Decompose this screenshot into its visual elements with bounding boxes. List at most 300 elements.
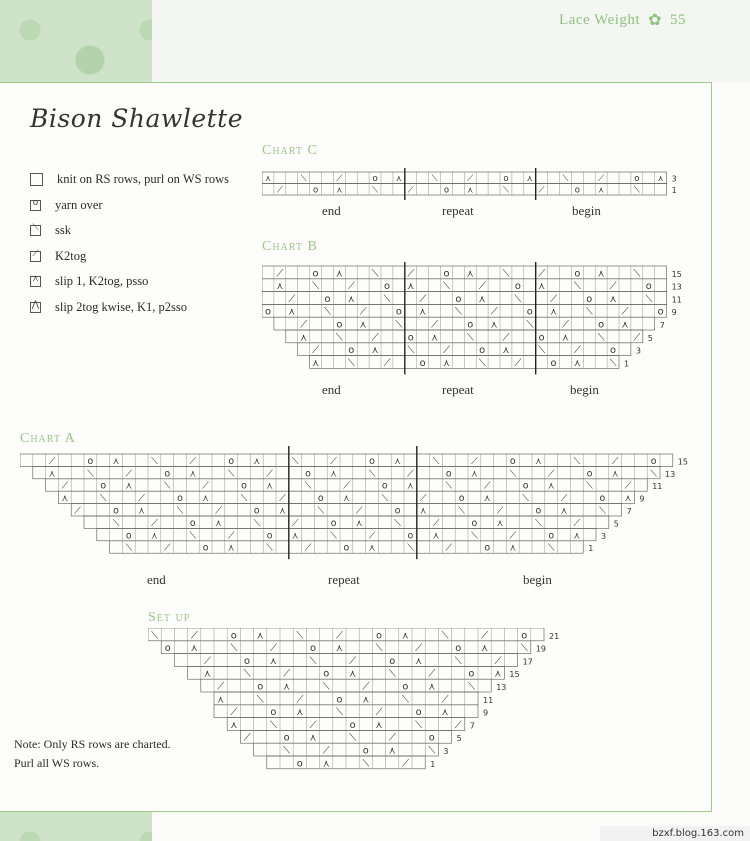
stitch-symbol: o	[479, 345, 486, 357]
stitch-symbol: ⟍	[375, 643, 383, 655]
stitch-symbol: ⟍	[538, 345, 546, 357]
sk2p-icon: ⋏	[30, 276, 41, 287]
stitch-symbol: ⟋	[336, 174, 343, 184]
chart-b-title: Chart B	[262, 239, 318, 254]
stitch-symbol: ⟍	[372, 185, 379, 196]
stitch-symbol: o	[241, 480, 247, 492]
row-number: 11	[671, 295, 682, 305]
stitch-symbol: ⋏	[560, 505, 568, 517]
stitch-symbol: ⋏	[401, 630, 409, 642]
symbol-legend	[30, 167, 229, 320]
stitch-symbol: ⟍	[466, 332, 474, 344]
stitch-symbol: ⟋	[547, 468, 555, 480]
stitch-symbol: ⟍	[330, 530, 337, 542]
stitch-symbol: ⟍	[467, 681, 475, 693]
stitch-symbol: ⟍	[296, 630, 304, 642]
stitch-symbol: o	[645, 281, 652, 293]
stitch-symbol: o	[394, 505, 401, 517]
stitch-symbol: o	[383, 281, 390, 293]
stitch-symbol: ⟍	[633, 185, 640, 196]
watermark: bzxf.blog.163.com	[600, 826, 750, 841]
stitch-symbol: ⟋	[407, 268, 415, 280]
chart-a-repeat-label: repeat	[328, 572, 360, 587]
stitch-symbol: o	[535, 505, 542, 517]
stitch-symbol: ⟋	[621, 306, 629, 318]
stitch-symbol: o	[548, 530, 555, 542]
stitch-symbol: ⟍	[368, 468, 376, 480]
stitch-symbol: o	[164, 468, 171, 480]
stitch-symbol: o	[650, 455, 657, 467]
stitch-symbol: ⟋	[296, 694, 304, 706]
stitch-symbol: o	[395, 306, 402, 318]
stitch-symbol: ⟋	[276, 185, 283, 196]
stitch-symbol: ⋏	[322, 758, 330, 770]
stitch-symbol: o	[305, 468, 311, 480]
stitch-symbol: o	[468, 668, 475, 680]
stitch-symbol: o	[87, 455, 94, 467]
s2kp-icon: ⋀	[30, 302, 41, 313]
chart-c-end-label: end	[322, 203, 341, 218]
stitch-symbol: ⟍	[535, 517, 542, 529]
row-number: 9	[639, 494, 645, 504]
chart-c-title: Chart C	[262, 143, 318, 158]
chart-a-grid	[20, 446, 710, 576]
stitch-symbol: ⟍	[428, 745, 436, 757]
stitch-symbol: ⟍	[599, 505, 606, 517]
stitch-symbol: o	[312, 185, 319, 196]
stitch-symbol: ⟍	[362, 758, 370, 770]
row-number: 11	[483, 695, 494, 705]
stitch-symbol: o	[471, 517, 478, 529]
stitch-symbol: ⋏	[502, 345, 510, 357]
stitch-symbol: ⟋	[483, 480, 491, 492]
stitch-symbol: ⋏	[112, 455, 120, 467]
stitch-symbol: ⟍	[395, 319, 403, 331]
stitch-symbol: o	[503, 174, 509, 184]
row-number: 3	[601, 531, 607, 541]
stitch-symbol: ⟍	[256, 694, 264, 706]
stitch-symbol: ⋏	[375, 719, 383, 731]
stitch-symbol: ⋏	[609, 293, 617, 305]
stitch-symbol: ⟋	[375, 707, 383, 719]
stitch-symbol: o	[521, 630, 528, 642]
stitch-symbol: o	[455, 643, 462, 655]
stitch-symbol: ⟍	[381, 493, 389, 505]
row-number: 5	[613, 519, 619, 529]
legend-item	[30, 167, 229, 193]
stitch-symbol: ⟍	[609, 357, 617, 369]
stitch-symbol: ⟍	[520, 643, 528, 655]
legend-label: K2tog	[55, 248, 87, 263]
stitch-symbol: o	[445, 468, 452, 480]
stitch-symbol: o	[599, 493, 606, 505]
stitch-symbol: ⋏	[407, 281, 415, 293]
stitch-symbol: ⋏	[230, 719, 238, 731]
stitch-symbol: o	[509, 455, 516, 467]
stitch-symbol: ⋏	[61, 493, 69, 505]
stitch-symbol: ⟍	[240, 493, 248, 505]
stitch-symbol: ⋏	[330, 468, 338, 480]
stitch-symbol: ⋏	[394, 455, 402, 467]
stitch-symbol: o	[312, 268, 319, 280]
stitch-symbol: o	[336, 694, 343, 706]
stitch-symbol: ⟍	[176, 505, 184, 517]
stitch-symbol: ⋏	[203, 668, 211, 680]
stitch-symbol: ⟋	[401, 758, 409, 770]
stitch-symbol: ⋏	[288, 306, 296, 318]
stitch-symbol: ⋏	[264, 174, 272, 184]
stitch-symbol: ⟍	[312, 281, 319, 293]
stitch-symbol: ⟍	[283, 745, 291, 757]
stitch-symbol: ⟋	[371, 332, 379, 344]
stitch-symbol: o	[230, 630, 237, 642]
stitch-symbol: ⟋	[388, 732, 396, 744]
stitch-symbol: ⟍	[562, 174, 569, 184]
stitch-symbol: ⟋	[538, 268, 546, 280]
row-number: 7	[469, 721, 475, 731]
stitch-symbol: ⋏	[547, 480, 555, 492]
stitch-symbol: ⟋	[202, 480, 209, 492]
stitch-symbol: o	[610, 345, 617, 357]
stitch-symbol: ⟍	[335, 707, 343, 719]
stitch-symbol: ⋏	[624, 493, 632, 505]
page-number: 55	[670, 11, 686, 28]
stitch-symbol: o	[598, 319, 605, 331]
stitch-symbol: o	[177, 493, 183, 505]
stitch-symbol: ⟋	[490, 306, 498, 318]
stitch-symbol: ⟍	[291, 455, 299, 467]
stitch-symbol: ⟋	[368, 530, 376, 542]
stitch-symbol: ⋏	[371, 345, 379, 357]
stitch-symbol: ⟍	[471, 530, 478, 542]
stitch-symbol: ⋏	[283, 681, 291, 693]
stitch-symbol: o	[266, 530, 273, 542]
stitch-symbol: ⟍	[394, 517, 401, 529]
stitch-symbol: ⋏	[300, 332, 308, 344]
stitch-symbol: ⟋	[514, 357, 522, 369]
stitch-symbol: ⋏	[388, 745, 396, 757]
stitch-symbol: o	[443, 268, 450, 280]
stitch-symbol: ⟍	[502, 185, 509, 196]
stitch-symbol: ⟋	[61, 480, 69, 492]
row-number: 9	[671, 308, 677, 318]
chart-a-end-label: end	[147, 572, 166, 587]
note-line: Note: Only RS rows are charted.	[14, 737, 171, 751]
stitch-symbol: ⋏	[311, 357, 320, 369]
legend-label: slip 2tog kwise, K1, p2sso	[55, 299, 187, 314]
stitch-symbol: ⟋	[355, 505, 363, 517]
stitch-symbol: ⟍	[458, 505, 465, 517]
stitch-symbol: ⟋	[431, 319, 438, 331]
stitch-symbol: o	[574, 185, 580, 196]
stitch-symbol: ⟍	[478, 357, 486, 369]
stitch-symbol: ⋏	[466, 268, 474, 280]
stitch-symbol: o	[389, 655, 396, 667]
corner-decoration-bottom	[0, 812, 152, 841]
stitch-symbol: ⋏	[189, 468, 197, 480]
stitch-symbol: ⟋	[190, 630, 198, 642]
stitch-symbol: ⟍	[585, 306, 593, 318]
legend-item	[30, 269, 229, 295]
stitch-symbol: ⋏	[150, 530, 158, 542]
stitch-symbol: o	[113, 505, 119, 517]
stitch-symbol: ⋏	[347, 293, 355, 305]
row-number: 15	[677, 457, 688, 467]
stitch-symbol: ⟍	[522, 493, 529, 505]
stitch-symbol: o	[538, 332, 545, 344]
row-number: 9	[483, 708, 489, 718]
stitch-symbol: o	[349, 719, 356, 731]
stitch-symbol: ⟍	[573, 281, 581, 293]
row-number: 13	[496, 683, 507, 692]
stitch-symbol: ⋏	[48, 468, 56, 480]
chart-row	[97, 528, 596, 540]
stitch-symbol: o	[283, 732, 290, 744]
stitch-symbol: ⟍	[415, 719, 423, 731]
row-number: 3	[671, 174, 677, 184]
legend-label: yarn over	[55, 197, 103, 212]
stitch-symbol: ⟍	[454, 655, 462, 667]
stitch-symbol: ⋏	[342, 493, 350, 505]
stitch-symbol: o	[514, 281, 521, 293]
stitch-symbol: o	[522, 480, 529, 492]
stitch-symbol: ⋏	[534, 455, 542, 467]
stitch-symbol: o	[369, 455, 375, 467]
stitch-symbol: ⟋	[573, 345, 581, 357]
yarn-over-icon: o	[30, 200, 41, 211]
stitch-symbol: ⟋	[633, 332, 641, 344]
stitch-symbol: ⟋	[279, 493, 286, 505]
stitch-symbol: ⟋	[125, 468, 133, 480]
pattern-title: Bison Shawlette	[30, 104, 244, 133]
legend-label: slip 1, K2tog, psso	[55, 274, 149, 289]
stitch-symbol: ⟋	[48, 455, 56, 467]
stitch-symbol: o	[586, 468, 593, 480]
row-number: 5	[647, 333, 653, 343]
row-number: 3	[635, 346, 641, 356]
stitch-symbol: o	[336, 319, 343, 331]
stitch-symbol: ⟍	[151, 630, 159, 642]
stitch-symbol: ⋏	[214, 517, 222, 529]
stitch-symbol: ⟍	[407, 542, 414, 554]
chart-b-end-label: end	[322, 382, 341, 397]
stitch-symbol: ⋏	[657, 174, 664, 184]
stitch-symbol: ⟍	[431, 174, 438, 184]
stitch-symbol: ⋏	[483, 493, 491, 505]
stitch-symbol: ⋏	[335, 643, 343, 655]
stitch-symbol: ⟋	[419, 493, 427, 505]
stitch-symbol: o	[634, 174, 640, 184]
stitch-symbol: ⟍	[645, 293, 653, 305]
stitch-symbol: ⟋	[349, 655, 357, 667]
stitch-symbol: ⟋	[428, 668, 436, 680]
k2tog-icon: ⟋	[30, 251, 41, 262]
stitch-symbol: ⟍	[347, 357, 355, 369]
chart-c-grid	[262, 168, 702, 200]
stitch-symbol: ⟋	[203, 655, 211, 667]
stitch-symbol: ⟋	[481, 630, 489, 642]
stitch-symbol: ⋏	[419, 306, 427, 318]
stitch-symbol: ⋏	[509, 542, 517, 554]
section-title: Lace Weight	[559, 11, 641, 28]
stitch-symbol: o	[484, 542, 491, 554]
stitch-symbol: ⟋	[151, 517, 158, 529]
chart-b-begin-label: begin	[570, 382, 599, 397]
stitch-symbol: ⟍	[317, 505, 325, 517]
stitch-symbol: ⟍	[445, 480, 453, 492]
row-number: 15	[509, 670, 520, 680]
stitch-symbol: ⋏	[190, 643, 198, 655]
flower-icon: ✿	[648, 12, 662, 29]
stitch-symbol: ⟍	[125, 542, 133, 554]
chart-note	[14, 735, 171, 773]
stitch-symbol: ⋏	[549, 306, 558, 318]
stitch-symbol: o	[100, 480, 107, 492]
stitch-symbol: o	[550, 357, 557, 369]
stitch-symbol: ⟋	[443, 345, 450, 357]
stitch-symbol: ⋏	[419, 505, 427, 517]
running-header	[559, 10, 686, 30]
stitch-symbol: ⋏	[415, 655, 423, 667]
row-number: 7	[626, 507, 632, 516]
stitch-symbol: o	[317, 493, 324, 505]
stitch-symbol: ⟍	[371, 268, 379, 280]
stitch-symbol: ⟍	[650, 468, 657, 480]
stitch-symbol: ⋏	[269, 655, 277, 667]
stitch-symbol: o	[458, 493, 465, 505]
stitch-symbol: ⟋	[362, 681, 370, 693]
stitch-symbol: ⟋	[415, 643, 423, 655]
stitch-symbol: ⋏	[368, 542, 376, 554]
stitch-symbol: ⟍	[266, 542, 273, 554]
row-number: 21	[549, 631, 560, 641]
stitch-symbol: ⋏	[278, 505, 286, 517]
stitch-symbol: o	[443, 185, 450, 196]
stitch-symbol: ⟋	[407, 468, 414, 480]
stitch-symbol: ⟍	[509, 468, 517, 480]
stitch-symbol: ⟋	[217, 681, 225, 693]
stitch-symbol: ⋏	[276, 281, 284, 293]
stitch-symbol: ⋏	[362, 694, 370, 706]
stitch-symbol: ⟋	[288, 293, 296, 305]
row-number: 1	[671, 186, 677, 195]
chart-b-repeat-label: repeat	[442, 382, 474, 397]
stitch-symbol: ⟋	[471, 455, 478, 467]
stitch-symbol: ⋏	[441, 707, 449, 719]
stitch-symbol: ⟍	[151, 455, 158, 467]
stitch-symbol: ⟍	[230, 643, 238, 655]
stitch-symbol: ⋏	[253, 455, 261, 467]
stitch-symbol: ⋏	[481, 643, 489, 655]
stitch-symbol: ⟋	[227, 530, 235, 542]
stitch-symbol: o	[244, 655, 250, 667]
stitch-symbol: ⟋	[163, 542, 171, 554]
stitch-symbol: o	[323, 668, 330, 680]
stitch-symbol: ⟍	[586, 480, 593, 492]
stitch-symbol: ⟋	[494, 655, 502, 667]
stitch-symbol: ⟍	[163, 480, 171, 492]
stitch-symbol: ⟋	[550, 293, 557, 305]
stitch-symbol: ⟍	[454, 306, 462, 318]
stitch-symbol: o	[574, 268, 581, 280]
legend-label: ssk	[55, 223, 71, 238]
stitch-symbol: ⟍	[253, 517, 261, 529]
stitch-symbol: ⟋	[322, 745, 330, 757]
stitch-symbol: ⟋	[432, 517, 440, 529]
row-number: 3	[443, 747, 449, 756]
stitch-symbol: ⟍	[112, 517, 120, 529]
stitch-symbol: ⟍	[526, 319, 534, 331]
stitch-symbol: ⋏	[217, 694, 225, 706]
legend-item	[30, 193, 229, 219]
stitch-symbol: ⟋	[359, 306, 367, 318]
stitch-symbol: ⋏	[597, 268, 605, 280]
row-number: 13	[671, 282, 682, 292]
note-line: Purl all WS rows.	[14, 756, 100, 770]
stitch-symbol: ⟋	[560, 493, 568, 505]
stitch-symbol: ⟍	[502, 268, 510, 280]
stitch-symbol: ⋏	[355, 517, 363, 529]
stitch-symbol: ⟋	[300, 319, 308, 331]
row-number: 17	[522, 657, 533, 667]
setup-chart-grid	[148, 628, 578, 773]
stitch-symbol: ⋏	[428, 681, 436, 693]
stitch-symbol: o	[657, 306, 664, 318]
stitch-symbol: ⋏	[430, 332, 439, 344]
chart-c-repeat-label: repeat	[442, 203, 474, 218]
chart-a-title: Chart A	[20, 431, 76, 446]
knit-symbol-icon	[30, 173, 43, 186]
stitch-symbol: ⟋	[215, 505, 222, 517]
stitch-symbol: ⋏	[349, 668, 357, 680]
stitch-symbol: ⟍	[189, 530, 197, 542]
stitch-symbol: ⋏	[335, 268, 343, 280]
row-number: 13	[665, 469, 676, 479]
stitch-symbol: o	[419, 357, 426, 369]
stitch-symbol: ⋏	[611, 468, 619, 480]
chart-b-grid	[262, 262, 702, 380]
stitch-symbol: ⟋	[309, 719, 317, 731]
legend-label: knit on RS rows, purl on WS rows	[57, 172, 230, 187]
stitch-symbol: ⋏	[496, 517, 504, 529]
stitch-symbol: ⟋	[383, 357, 391, 369]
stitch-symbol: ⟋	[243, 732, 251, 744]
stitch-symbol: ⋏	[296, 707, 304, 719]
stitch-symbol: ⟋	[538, 185, 545, 196]
stitch-symbol: ⋏	[125, 480, 133, 492]
stitch-symbol: ⟍	[304, 480, 312, 492]
stitch-symbol: ⟍	[407, 345, 415, 357]
stitch-symbol: ⟋	[230, 707, 238, 719]
stitch-symbol: ⟋	[269, 643, 277, 655]
stitch-symbol: ⟋	[335, 630, 343, 642]
row-number: 19	[535, 644, 546, 654]
stitch-symbol: ⋏	[309, 732, 317, 744]
stitch-symbol: ⟋	[624, 480, 632, 492]
stitch-symbol: ⟋	[266, 468, 273, 480]
stitch-symbol: ⟍	[87, 468, 94, 480]
row-number: 11	[652, 482, 663, 492]
stitch-symbol: ⟍	[349, 732, 357, 744]
stitch-symbol: o	[376, 630, 382, 642]
stitch-symbol: ⟋	[276, 268, 284, 280]
legend-item	[30, 218, 229, 244]
stitch-symbol: ⋏	[138, 505, 146, 517]
stitch-symbol: ⟍	[309, 655, 317, 667]
stitch-symbol: ⟍	[514, 293, 522, 305]
stitch-symbol: o	[415, 707, 422, 719]
stitch-symbol: ⋏	[266, 480, 274, 492]
